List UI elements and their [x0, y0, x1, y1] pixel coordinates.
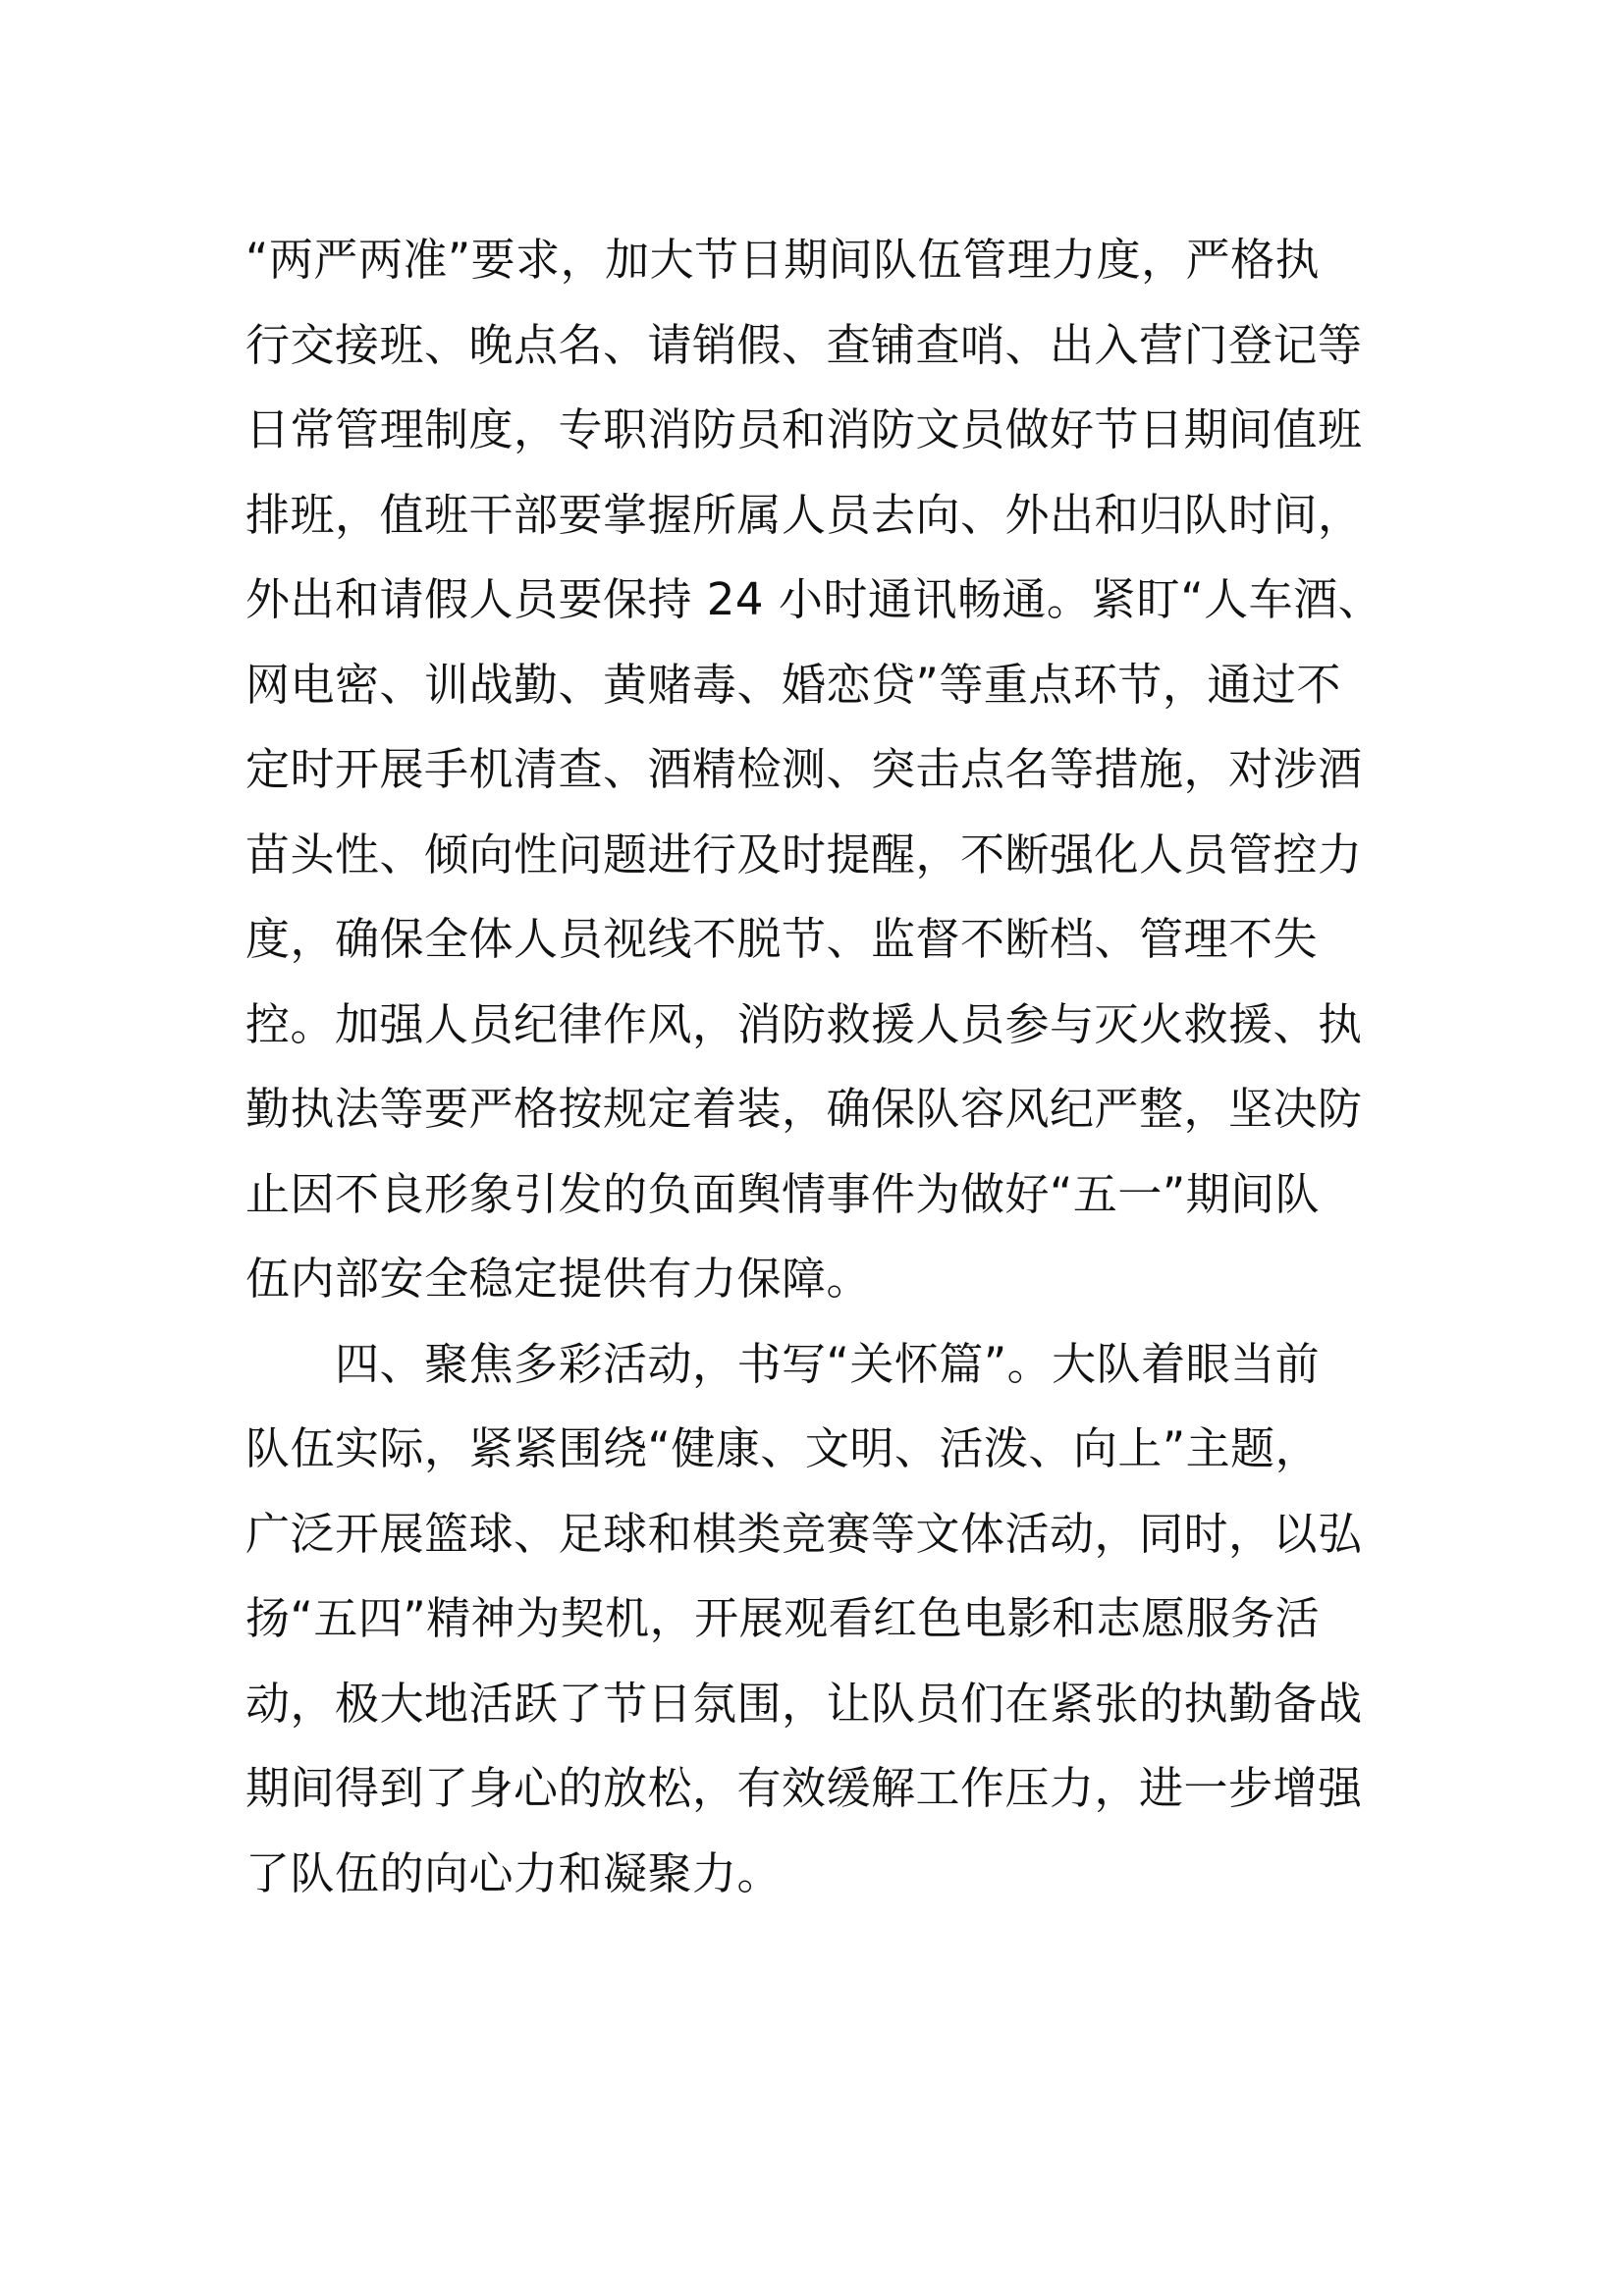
text-line: 期间得到了身心的放松，有效缓解工作压力，进一步增强	[245, 1762, 1363, 1814]
text-line: 勤执法等要严格按规定着装，确保队容风纪严整，坚决防	[245, 1083, 1363, 1135]
text-line: 伍内部安全稳定提供有力保障。	[245, 1253, 872, 1305]
text-line: 扬“五四”精神为契机，开展观看红色电影和志愿服务活	[245, 1592, 1321, 1644]
section-heading-line: 四、聚焦多彩活动，书写“关怀篇”。大队着眼当前	[245, 1337, 1321, 1390]
text-line: 队伍实际，紧紧围绕“健康、文明、活泼、向上”主题，	[245, 1422, 1321, 1474]
text-line: 定时开展手机清查、酒精检测、突击点名等措施，对涉酒	[245, 743, 1363, 795]
text-line: 排班，值班干部要掌握所属人员去向、外出和归队时间，	[245, 488, 1363, 541]
text-line: 网电密、训战勤、黄赌毒、婚恋贷”等重点环节，通过不	[245, 658, 1341, 711]
text-line: 苗头性、倾向性问题进行及时提醒，不断强化人员管控力	[245, 828, 1363, 881]
text-line: “两严两准”要求，加大节日期间队伍管理力度，严格执	[245, 234, 1321, 286]
text-line: 行交接班、晚点名、请销假、查铺查哨、出入营门登记等	[245, 318, 1363, 371]
text-line: 外出和请假人员要保持 24 小时通讯畅通。紧盯“人车酒、	[245, 573, 1383, 625]
body-text	[245, 218, 1394, 1916]
text-line: 度，确保全体人员视线不脱节、监督不断档、管理不失	[245, 913, 1319, 965]
text-line: 了队伍的向心力和凝聚力。	[245, 1846, 783, 1899]
text-line: 止因不良形象引发的负面舆情事件为做好“五一”期间队	[245, 1167, 1321, 1220]
text-line: 动，极大地活跃了节日氛围，让队员们在紧张的执勤备战	[245, 1677, 1363, 1730]
text-line: 广泛开展篮球、足球和棋类竞赛等文体活动，同时，以弘	[245, 1507, 1363, 1560]
text-line: 日常管理制度，专职消防员和消防文员做好节日期间值班	[245, 403, 1363, 455]
text-line: 控。加强人员纪律作风，消防救援人员参与灭火救援、执	[245, 997, 1363, 1050]
